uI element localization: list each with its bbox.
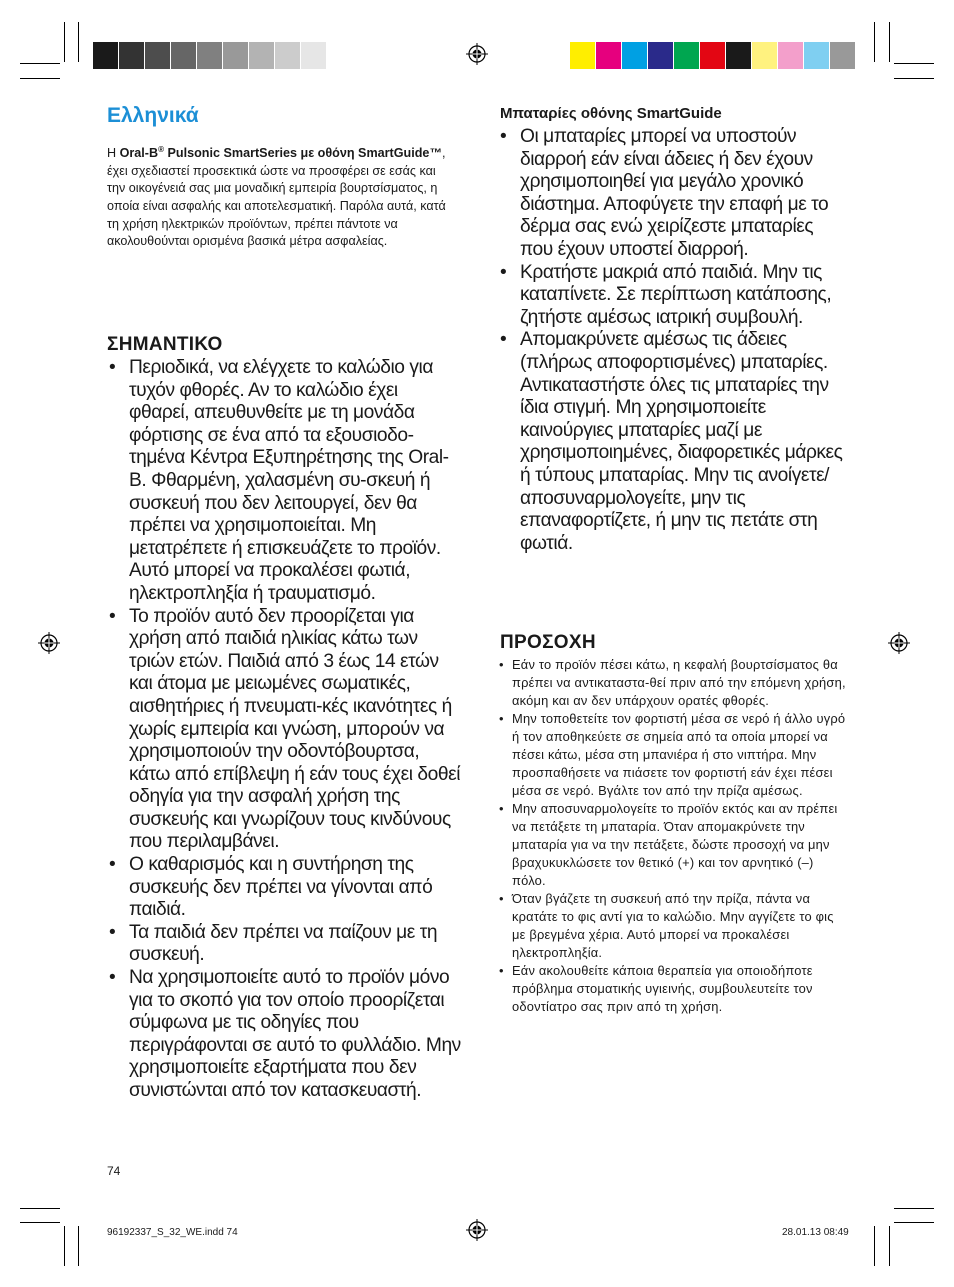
intro-registered-mark: ®	[158, 145, 164, 154]
color-swatch	[197, 42, 223, 69]
crop-mark	[894, 78, 934, 79]
color-swatch	[674, 42, 700, 69]
list-item: • Κρατήστε μακριά από παιδιά. Μην τις καταπίνετε. Σε περίπτωση κατάποσης, ζητήστε αμέσως ιατρική συμβουλή.	[498, 262, 850, 330]
crop-mark	[64, 1226, 65, 1266]
color-swatch	[648, 42, 674, 69]
list-item: • Μην αποσυναρμολογείτε το προϊόν εκτός και αν πρέπει να πετάξετε τη μπαταρία. Όταν απομακρύνετε την μπαταρία για να την πετάξετε, δώστε προσοχή να μην βραχυκυκλώσετε τον θετικό (+) και τον αρνητικό (–) πόλο.	[498, 800, 848, 890]
list-item: • Μην τοποθετείτε τον φορτιστή μέσα σε νερό ή άλλο υγρό ή τον αποθηκεύετε σε σημεία από τα οποία μπορεί να πέσει κάτω, μέσα στη μπανιέρα ή στο νιπτήρα. Μην προσπαθήσετε να πιάσετε τον φορτιστή εάν έχει πέσει μέσα σε νερό. Βγάλτε τον από την πρίζα αμέσως.	[498, 710, 848, 800]
color-swatch	[275, 42, 301, 69]
registration-mark-icon	[38, 632, 60, 654]
crop-mark	[20, 78, 60, 79]
list-item: • Τα παιδιά δεν πρέπει να παίζουν με τη συσκευή.	[107, 922, 461, 967]
important-list	[107, 357, 461, 1103]
color-calibration-bar	[570, 42, 856, 69]
language-heading: Ελληνικά	[107, 104, 199, 127]
crop-mark	[20, 1222, 60, 1223]
color-swatch	[119, 42, 145, 69]
crop-mark	[874, 22, 875, 62]
intro-pre: Η	[107, 146, 120, 161]
registration-mark-icon	[888, 632, 910, 654]
list-item: • Ο καθαρισμός και η συντήρηση της συσκευής δεν πρέπει να γίνονται από παιδιά.	[107, 854, 461, 922]
crop-mark	[20, 1208, 60, 1209]
list-item: • Εάν ακολουθείτε κάποια θεραπεία για οποιοδήποτε πρόβλημα στοματικής υγιεινής, συμβουλευτείτε τον οδοντίατρο σας πριν από τη χρήση.	[498, 962, 848, 1016]
color-swatch	[778, 42, 804, 69]
crop-mark	[889, 22, 890, 62]
list-item: • Το προϊόν αυτό δεν προορίζεται για χρήση από παιδιά ηλικίας κάτω των τριών ετών. Παιδιά από 3 έως 14 ετών και άτομα με μειωμένες σωματικές, αισθητήριες ή πνευματι-κές ικανότητες ή χωρίς εμπειρία και γνώση, μπορούν να χρησιμοποιούν την οδοντόβουρτσα, κάτω από επίβλεψη ή εάν τους έχει δοθεί οδηγία για την ασφαλή χρήση της συσκευής και γνωρίζουν τους κινδύνους που περιλαμβάνει.	[107, 606, 461, 855]
intro-product: Pulsonic SmartSeries με οθόνη SmartGuide™	[164, 146, 443, 161]
color-swatch	[726, 42, 752, 69]
registration-mark-icon	[466, 1219, 488, 1241]
color-swatch	[570, 42, 596, 69]
batteries-list	[498, 126, 850, 555]
color-swatch	[145, 42, 171, 69]
list-item: • Εάν το προϊόν πέσει κάτω, η κεφαλή βουρτσίσματος θα πρέπει να αντικαταστα-θεί πριν από την επόμενη χρήση, ακόμη και αν δεν υπάρχουν ορατές φθορές.	[498, 656, 848, 710]
list-item: • Απομακρύνετε αμέσως τις άδειες (πλήρως αποφορτισμένες) μπαταρίες. Αντικαταστήστε όλες τις μπαταρίες την ίδια στιγμή. Μη χρησιμοποιείτε καινούργιες μπαταρίες μαζί με χρησιμοποιημένες, διαφορετικές μάρκες ή τύπους μπαταρίας. Μην τις ανοίγετε/αποσυναρμολογείτε, μην τις επαναφορτίζετε, ή μην τις πετάτε στη φωτιά.	[498, 329, 850, 555]
intro-rest: , έχει σχεδιαστεί προσεκτικά ώστε να προσφέρει σε εσάς και την οικογένειά σας μια μοναδική εμπειρία βουρτσίσματος, η οποία είναι ασφαλής και αποτελεσματική. Παρόλα αυτά, κατά τη χρήση ηλεκτρικών προϊόντων, πρέπει πάντοτε να ακολουθούνται ορισμένα βασικά μέτρα ασφαλείας.	[107, 146, 446, 249]
batteries-heading: Μπαταρίες οθόνης SmartGuide	[500, 105, 722, 122]
color-swatch	[223, 42, 249, 69]
crop-mark	[78, 1226, 79, 1266]
caution-heading: ΠΡΟΣΟΧΗ	[500, 632, 596, 653]
intro-brand: Oral-B	[119, 146, 159, 161]
color-swatch	[327, 42, 353, 69]
list-item: • Περιοδικά, να ελέγχετε το καλώδιο για τυχόν φθορές. Αν το καλώδιο έχει φθαρεί, απευθυνθείτε με τη μονάδα φόρτισης σε ένα από τα εξουσιοδο-τημένα Κέντρα Εξυπηρέτησης της Oral-B. Φθαρμένη, χαλασμένη συ-σκευή ή συσκευή που δεν λειτουργεί, δεν θα πρέπει να χρησιμοποιείται. Μη μετατρέπετε ή επισκευάζετε το προϊόν. Αυτό μπορεί να προκαλέσει φωτιά, ηλεκτροπληξία ή τραυματισμό.	[107, 357, 461, 606]
list-item: • Όταν βγάζετε τη συσκευή από την πρίζα, πάντα να κρατάτε το φις αντί για το καλώδιο. Μην αγγίζετε το φις με βρεγμένα χέρια. Αυτό μπορεί να προκαλέσει ηλεκτροπληξία.	[498, 890, 848, 962]
crop-mark	[894, 1222, 934, 1223]
crop-mark	[20, 63, 60, 64]
color-swatch	[752, 42, 778, 69]
color-swatch	[830, 42, 856, 69]
crop-mark	[874, 1226, 875, 1266]
registration-mark-icon	[466, 43, 488, 65]
color-swatch	[804, 42, 830, 69]
list-item: • Να χρησιμοποιείτε αυτό το προϊόν μόνο για το σκοπό για τον οποίο προορίζεται σύμφωνα με τις οδηγίες που περιγράφονται σε αυτό το φυλλάδιο. Μην χρησιμοποιείτε εξαρτήματα που δεν συνιστώνται από τον κατασκευαστή.	[107, 967, 461, 1103]
crop-mark	[78, 22, 79, 62]
crop-mark	[64, 22, 65, 62]
color-swatch	[93, 42, 119, 69]
color-swatch	[249, 42, 275, 69]
page-number: 74	[107, 1164, 121, 1178]
crop-mark	[894, 63, 934, 64]
color-swatch	[622, 42, 648, 69]
crop-mark	[889, 1226, 890, 1266]
slug-date-info: 28.01.13 08:49	[782, 1227, 849, 1238]
crop-mark	[894, 1208, 934, 1209]
color-swatch	[301, 42, 327, 69]
caution-list	[498, 656, 848, 1016]
grayscale-calibration-bar	[93, 42, 353, 69]
color-swatch	[596, 42, 622, 69]
slug-file-info: 96192337_S_32_WE.indd 74	[107, 1227, 238, 1238]
intro-paragraph	[107, 141, 457, 251]
color-swatch	[171, 42, 197, 69]
color-swatch	[700, 42, 726, 69]
important-heading: ΣΗΜΑΝΤΙΚΟ	[107, 334, 223, 355]
list-item: • Οι μπαταρίες μπορεί να υποστούν διαρροή εάν είναι άδειες ή δεν έχουν χρησιμοποιηθεί για μεγάλο χρονικό διάστημα. Αποφύγετε την επαφή με το δέρμα σας ενώ χειρίζεστε μπαταρίες που έχουν υποστεί διαρροή.	[498, 126, 850, 262]
